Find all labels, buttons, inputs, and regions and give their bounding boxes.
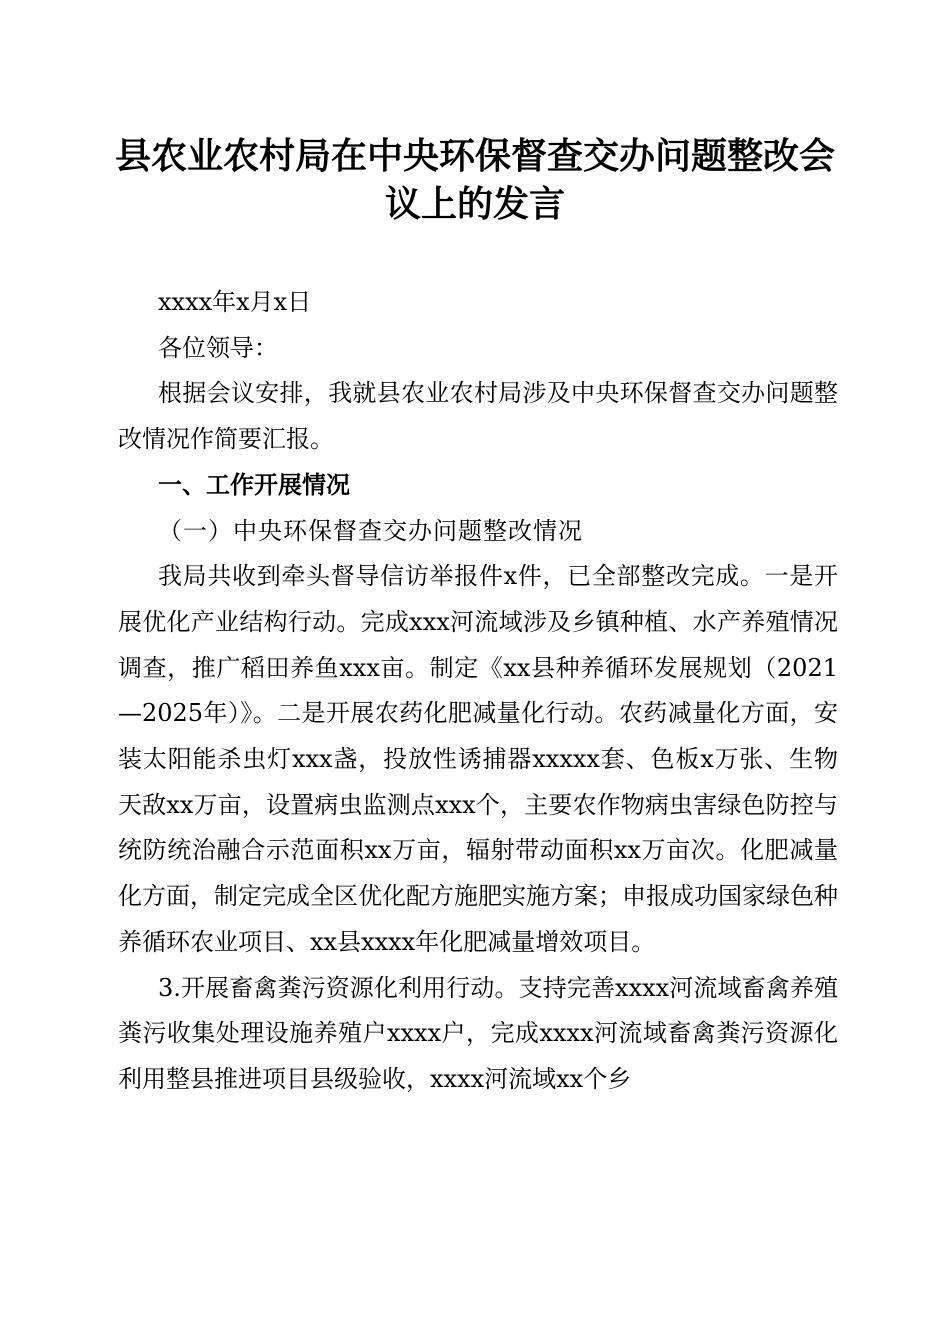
intro-paragraph: 根据会议安排，我就县农业农村局涉及中央环保督查交办问题整改情况作简要汇报。 xyxy=(118,379,838,454)
body-paragraph: 3.开展畜禽粪污资源化利用行动。支持完善xxxx河流域畜禽养殖粪污收集处理设施养殖户xxxx户，完成xxxx河流域畜禽粪污资源化利用整县推进项目县级验收，xxxx河流域xx个乡 xyxy=(118,973,838,1093)
section-heading: 一、工作开展情况 xyxy=(158,470,350,499)
document-title: 县农业农村局在中央环保督查交办问题整改会议上的发言 xyxy=(114,135,835,225)
salutation: 各位领导： xyxy=(158,333,278,362)
subsection-heading: （一）中央环保督查交办问题整改情况 xyxy=(158,516,583,545)
body-paragraph: 我局共收到牵头督导信访举报件x件，已全部整改完成。一是开展优化产业结构行动。完成xxx河流域涉及乡镇种植、水产养殖情况调查，推广稻田养鱼xxx亩。制定《xx县种养循环发展规划（2021—2025年）》。二是开展农药化肥减量化行动。农药减量化方面，安装太阳能杀虫灯xxx盏，投放性诱捕器xxxxx套、色板x万张、生物天敌xx万亩，设置病虫监测点xxx个，主要农作物病虫害绿色防控与统防统治融合示范面积xx万亩，辐射带动面积xx万亩次。化肥减量化方面，制定完成全区优化配方施肥实施方案；申报成功国家绿色种养循环农业项目、xx县xxxx年化肥减量增效项目。 xyxy=(118,562,838,956)
document-body xyxy=(118,280,838,1103)
document-date: xxxx年x月x日 xyxy=(158,288,312,316)
